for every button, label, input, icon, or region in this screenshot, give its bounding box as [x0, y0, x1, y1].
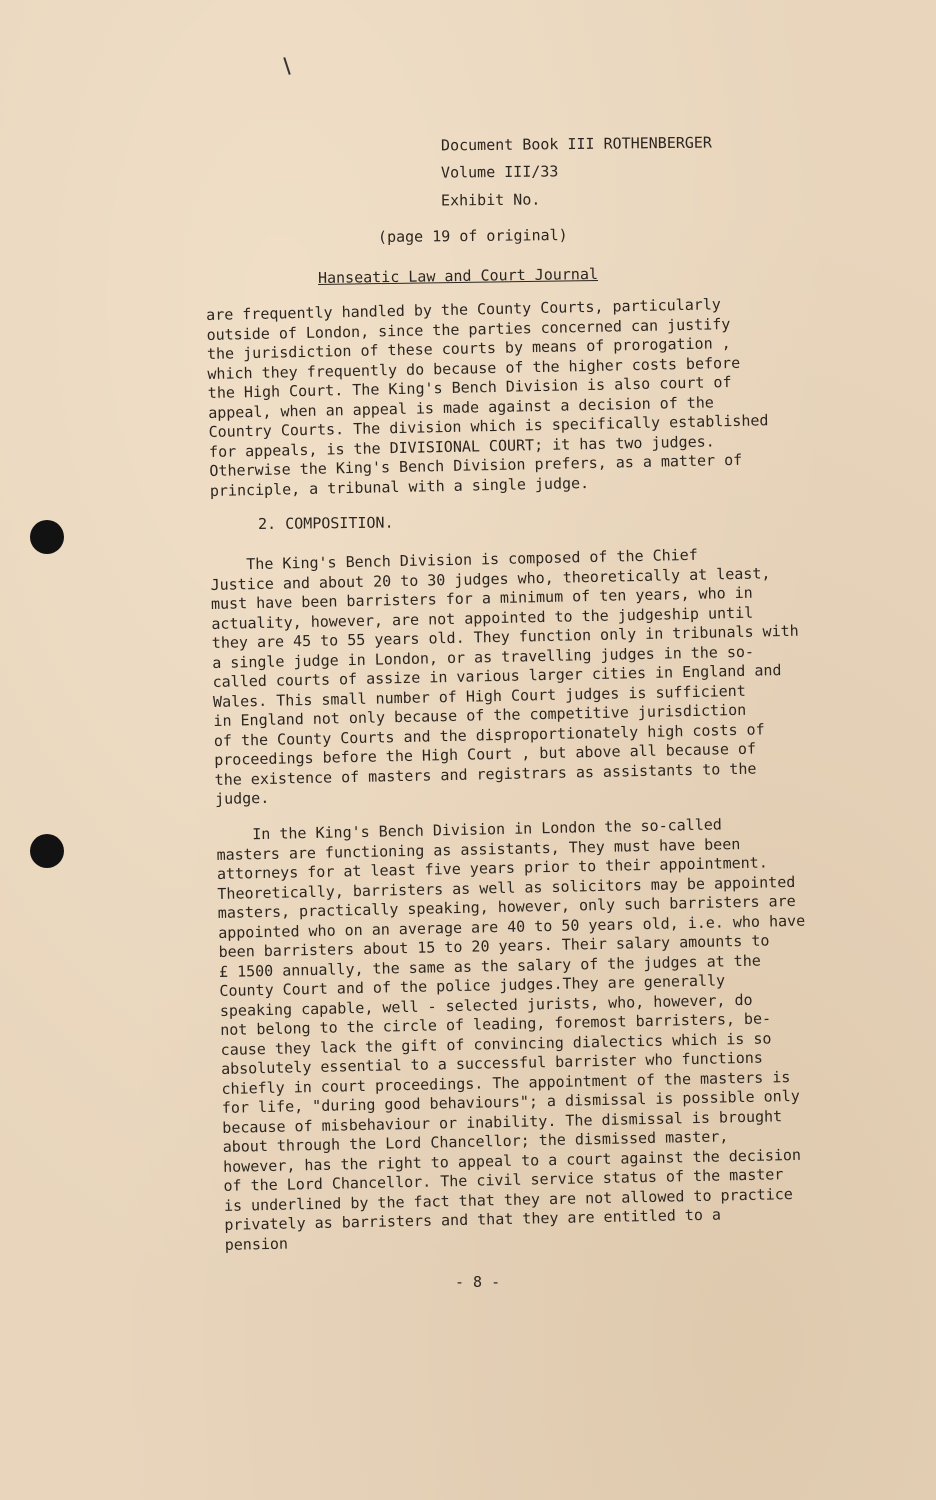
pencil-mark [283, 57, 290, 75]
journal-title: Hanseatic Law and Court Journal [317, 265, 599, 287]
punch-hole-top [30, 520, 64, 554]
volume-label: Volume III/33 [440, 162, 559, 182]
section-heading: 2. COMPOSITION. [258, 513, 394, 533]
punch-hole-bottom [30, 834, 64, 868]
paragraph-1: are frequently handled by the County Courts, particularly outside of London, since the parties concerned can justify the jurisdiction of these courts by means of prorogation , which they frequently do because of the higher costs before the High Court. The King's Bench Division is also court of appeal, when an appeal is made against a decision of the Country Courts. The division which is specifically established for appeals, is the DIVISIONAL COURT; it has two judges. Otherwise the King's Bench Division prefers, as a matter of principle, a tribunal with a single judge. [206, 295, 769, 500]
paragraph-3: In the King's Bench Division in London the so-called masters are functioning as assistants, They must have been attorneys for at least five years prior to their appointment. Theoretically, barristers as well as solicitors may be appointed masters, practically speaking, however, only such barristers are appointed who on an average are 40 to 50 years old, i.e. who have been barristers about 15 to 20 years. Their salary amounts to £ 1500 annually, the same as the salary of the judges at the County Court and of the police judges.They are generally speaking capable, well - selected jurists, who, however, do not belong to the circle of leading, foremost barristers, be- cause they lack the gift of convincing dialectics which is so absolutely essential to a successful barrister who functions chiefly in court proceedings. The appointment of the masters is for life, "during good behaviours"; a dismissal is possible only because of misbehaviour or inability. The dismissal is brought about through the Lord Chancellor; the dismissed master, however, has the right to appeal to a court against the decision of the Lord Chancellor. The civil service status of the master is underlined by the fact that they are not allowed to practice privately as barristers and that they are entitled to a pension [216, 815, 806, 1254]
page-number: - 8 - [455, 1273, 501, 1291]
document-book-label: Document Book III ROTHENBERGER [440, 133, 713, 155]
exhibit-label: Exhibit No. [440, 190, 541, 210]
paragraph-2: The King's Bench Division is composed of the Chief Justice and about 20 to 30 judges who, theoretically at least, must have been barristers for a minimum of ten years, who in actuality, however, are not appointed to the judgeship until they are 45 to 55 years old. They function only in tribunals with a single judge in London, or as travelling judges in the so- called courts of assize in various larger cities in England and Wales. This small number of High Court judges is sufficient in England not only because of the competitive jurisdiction of the County Courts and the disproportionately high costs of proceedings before the High Court , but above all because of the existence of masters and registrars as assistants to the judge. [210, 545, 799, 808]
page-reference: (page 19 of original) [377, 226, 568, 246]
